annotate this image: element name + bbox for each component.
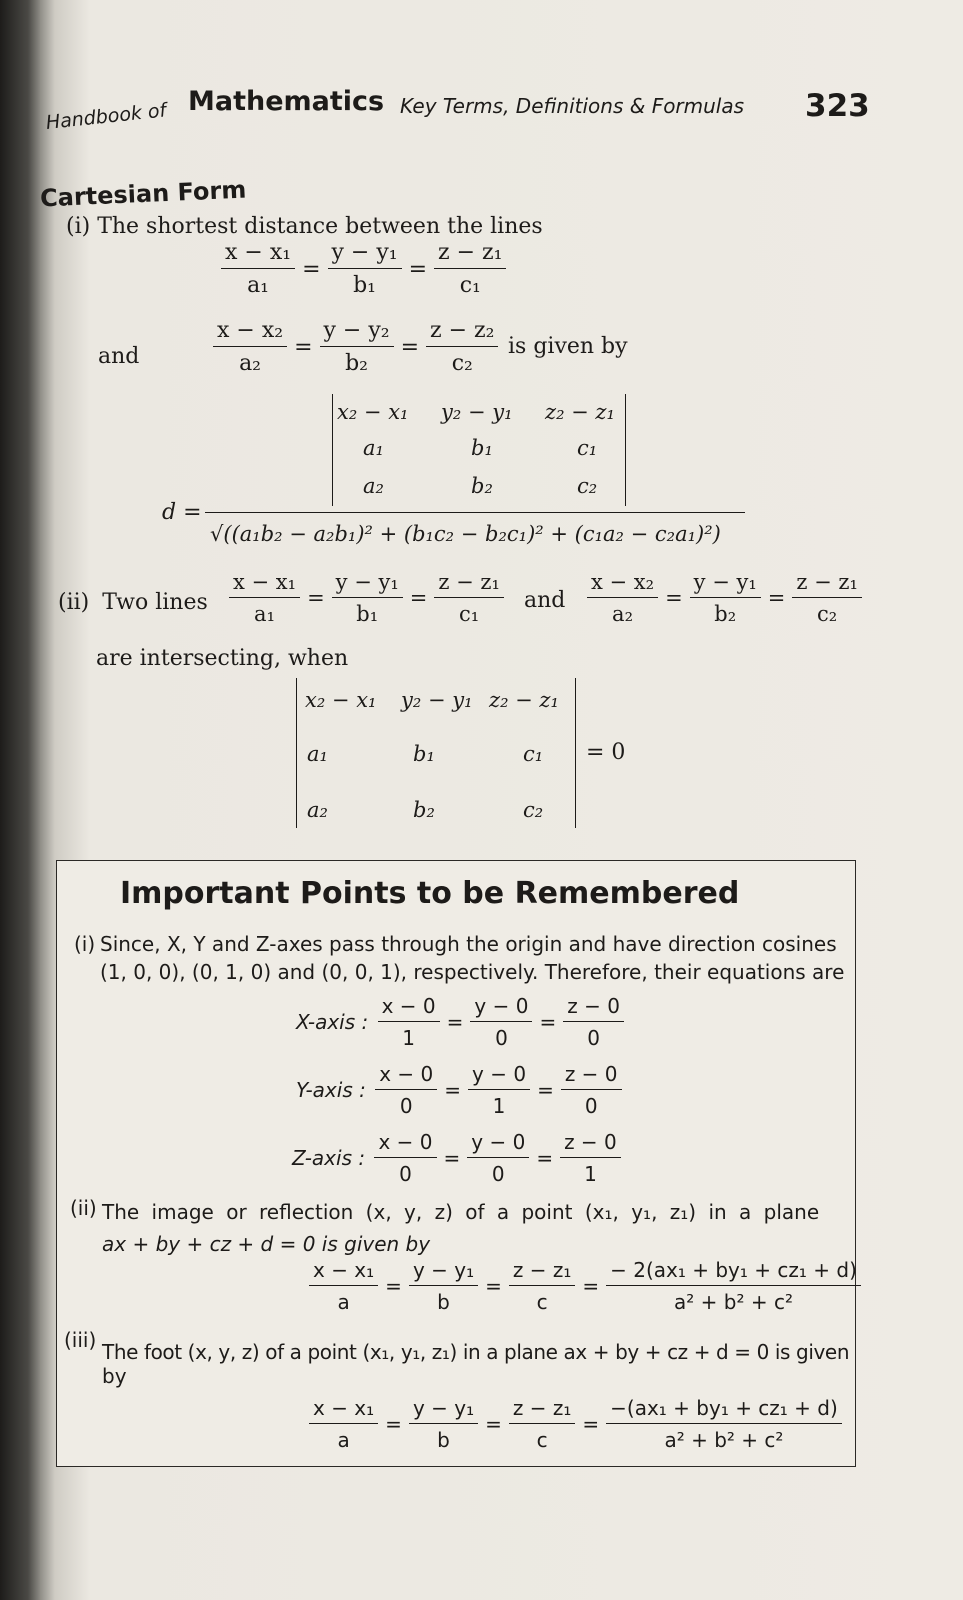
fraction: $\frac{\text{x − x₁}}{\text{a₁}}$	[229, 570, 300, 626]
header-subtitle: Key Terms, Definitions & Formulas	[400, 94, 745, 118]
item-2-line-1: $\frac{\text{x − x₁}}{\text{a₁}}$ = $\frac{\text{y − y₁}}{\text{b₁}}$ = $\frac{\text{z − z₁}}{\text{c₁}}$	[226, 570, 507, 626]
det1-cell: b₂	[471, 474, 493, 498]
det2-cell: a₂	[307, 798, 328, 822]
d-equals: d =	[162, 500, 202, 525]
x-axis-equation: X-axis : $\frac{x - 0}{1}$ = $\frac{y - 0}{0}$ = $\frac{z - 0}{0}$	[296, 994, 627, 1050]
item-2-label-row	[58, 590, 208, 615]
det1-cell: z₂ − z₁	[545, 400, 615, 424]
det1-cell: b₁	[471, 436, 493, 460]
det1-cell: x₂ − x₁	[337, 400, 409, 424]
header-book-title: Mathematics	[188, 86, 385, 117]
fraction: $\frac{\text{y − y₂}}{\text{b₂}}$	[320, 318, 394, 376]
fraction: $\frac{z - 0}{1}$	[560, 1130, 621, 1186]
fraction: $\frac{\text{− 2(ax₁ + by₁ + cz₁ + d)}}{\text{a² + b² + c²}}$	[606, 1258, 861, 1314]
axis-label: X-axis :	[296, 1010, 369, 1034]
det2-cell: c₁	[523, 742, 544, 766]
item-2-and: and	[524, 588, 566, 613]
fraction: $\frac{z - 0}{0}$	[563, 994, 624, 1050]
box-title: Important Points to be Remembered	[120, 876, 740, 911]
fraction: $\frac{x - 0}{0}$	[374, 1130, 436, 1186]
page-number: 323	[805, 88, 870, 124]
z-axis-equation: Z-axis : $\frac{x - 0}{0}$ = $\frac{y - 0}{0}$ = $\frac{z - 0}{1}$	[292, 1130, 624, 1186]
fraction: $\frac{\text{z − z₂}}{\text{c₂}}$	[426, 318, 498, 376]
item-1-sentence: The shortest distance between the lines	[97, 214, 543, 239]
fraction: $\frac{z - 0}{0}$	[561, 1062, 622, 1118]
page-header	[40, 84, 920, 144]
fraction: $\frac{\text{y − y₁}}{\text{b₂}}$	[690, 570, 761, 626]
fraction: $\frac{x - 0}{1}$	[378, 994, 440, 1050]
det2-cell: b₂	[413, 798, 435, 822]
axis-label: Y-axis :	[296, 1078, 366, 1102]
item-2-text: Two lines	[102, 590, 208, 615]
fraction: $\frac{x - 0}{0}$	[375, 1062, 437, 1118]
fraction: $\frac{\text{y − y₁}}{\text{b₁}}$	[332, 570, 403, 626]
item-2-line-2: $\frac{\text{x − x₂}}{\text{a₂}}$ = $\frac{\text{y − y₁}}{\text{b₂}}$ = $\frac{\text{z − z₁}}{\text{c₂}}$	[584, 570, 865, 626]
sqrt-denominator: √((a₁b₂ − a₂b₁)² + (b₁c₂ − b₂c₁)² + (c₁a₂ − c₂a₁)²)	[210, 522, 721, 546]
det2-cell: y₂ − y₁	[401, 688, 473, 712]
det2-cell: z₂ − z₁	[489, 688, 559, 712]
book-spine	[0, 0, 40, 1600]
det-2-rhs: = 0	[586, 740, 626, 765]
det1-cell: a₂	[363, 474, 384, 498]
fraction: $\frac{y - 0}{1}$	[468, 1062, 530, 1118]
header-book-prefix: Handbook of	[44, 99, 168, 134]
point-1-label: (i)	[74, 932, 96, 956]
and-text: and	[98, 344, 140, 369]
fraction: $\frac{y - 0}{0}$	[467, 1130, 529, 1186]
item-1-text	[66, 214, 543, 239]
fraction: $\frac{\text{z − z₁}}{c}$	[509, 1396, 576, 1452]
point-3-label: (iii)	[64, 1328, 97, 1352]
det1-cell: c₁	[577, 436, 598, 460]
fraction: $\frac{\text{−(ax₁ + by₁ + cz₁ + d)}}{\text{a² + b² + c²}}$	[606, 1396, 842, 1452]
foot-equation: $\frac{\text{x − x₁}}{a}$ = $\frac{\text{y − y₁}}{b}$ = $\frac{\text{z − z₁}}{c}$ = $\frac{\text{−(ax₁ + by₁ + cz₁ + d)}}{\text{a² + b² + c²}}$	[306, 1396, 845, 1452]
point-2-line-1: The image or reflection (x, y, z) of a point (x₁, y₁, z₁) in a plane	[102, 1200, 820, 1224]
determinant-1	[332, 394, 626, 506]
fraction: $\frac{\text{x − x₁}}{a}$	[309, 1258, 378, 1314]
fraction: $\frac{\text{z − z₁}}{\text{c₁}}$	[434, 570, 504, 626]
fraction: $\frac{\text{x − x₁}}{a}$	[309, 1396, 378, 1452]
fraction: $\frac{\text{z − z₁}}{c}$	[509, 1258, 576, 1314]
point-2-label: (ii)	[70, 1196, 97, 1220]
fraction: $\frac{\text{y − y₁}}{b}$	[409, 1258, 478, 1314]
det2-cell: c₂	[523, 798, 544, 822]
fraction-bar	[205, 512, 745, 513]
y-axis-equation: Y-axis : $\frac{x - 0}{0}$ = $\frac{y - 0}{1}$ = $\frac{z - 0}{0}$	[296, 1062, 625, 1118]
determinant-2	[296, 678, 576, 828]
line-2-equation: $\frac{\text{x − x₂}}{\text{a₂}}$ = $\frac{\text{y − y₂}}{\text{b₂}}$ = $\frac{\text{z − z₂}}{\text{c₂}}$	[210, 318, 501, 376]
point-1-line-2: (1, 0, 0), (0, 1, 0) and (0, 0, 1), respectively. Therefore, their equations are	[100, 960, 845, 984]
section-title: Cartesian Form	[39, 175, 247, 213]
point-3-line-2: by	[102, 1364, 127, 1388]
reflection-equation: $\frac{\text{x − x₁}}{a}$ = $\frac{\text{y − y₁}}{b}$ = $\frac{\text{z − z₁}}{c}$ = $\frac{\text{− 2(ax₁ + by₁ + cz₁ + d)}}{\text{a² + b² + c²}}$	[306, 1258, 864, 1314]
fraction: $\frac{\text{z − z₁}}{\text{c₁}}$	[434, 240, 506, 298]
det2-cell: b₁	[413, 742, 435, 766]
fraction: $\frac{\text{x − x₂}}{\text{a₂}}$	[587, 570, 658, 626]
fraction: $\frac{\text{y − y₁}}{\text{b₁}}$	[328, 240, 402, 298]
fraction: $\frac{y - 0}{0}$	[470, 994, 532, 1050]
item-1-label: (i)	[66, 214, 91, 239]
is-given-by-text: is given by	[508, 334, 628, 359]
fraction: $\frac{\text{z − z₁}}{\text{c₂}}$	[792, 570, 862, 626]
det1-cell: y₂ − y₁	[441, 400, 513, 424]
point-2-line-2: ax + by + cz + d = 0 is given by	[102, 1232, 431, 1256]
det1-cell: a₁	[363, 436, 384, 460]
axis-label: Z-axis :	[292, 1146, 366, 1170]
det2-cell: a₁	[307, 742, 328, 766]
point-1-line-1: Since, X, Y and Z-axes pass through the origin and have direction cosines	[100, 932, 837, 956]
item-2-label: (ii)	[58, 590, 90, 615]
det1-cell: c₂	[577, 474, 598, 498]
point-3-line-1: The foot (x, y, z) of a point (x₁, y₁, z₁) in a plane ax + by + cz + d = 0 is given	[102, 1340, 850, 1364]
line-1-equation: $\frac{\text{x − x₁}}{\text{a₁}}$ = $\frac{\text{y − y₁}}{\text{b₁}}$ = $\frac{\text{z − z₁}}{\text{c₁}}$	[218, 240, 509, 298]
fraction: $\frac{\text{x − x₁}}{\text{a₁}}$	[221, 240, 295, 298]
fraction: $\frac{\text{y − y₁}}{b}$	[409, 1396, 478, 1452]
item-2-continuation: are intersecting, when	[96, 646, 349, 671]
fraction: $\frac{\text{x − x₂}}{\text{a₂}}$	[213, 318, 287, 376]
det2-cell: x₂ − x₁	[305, 688, 377, 712]
